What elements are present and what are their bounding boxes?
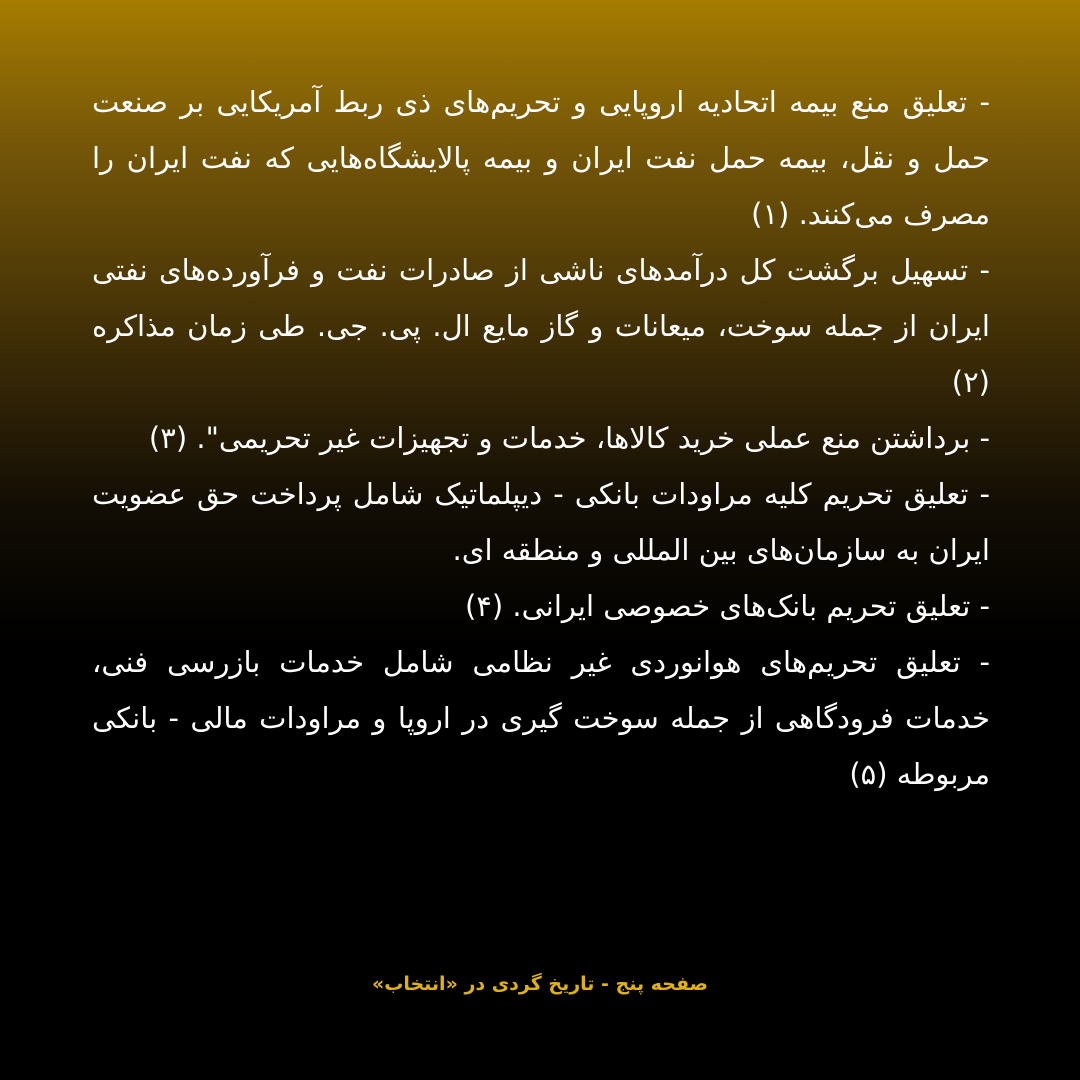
paragraph-4: - تعلیق تحریم کلیه مراودات بانکی - دیپلماتیک شامل پرداخت حق عضویت ایران به سازمان‌های بین المللی و منطقه ای.	[92, 477, 990, 567]
paragraph-2: - تسهیل برگشت کل درآمدهای ناشی از صادرات نفت و فرآورده‌های نفتی ایران از جمله سوخت، میعانات و گاز مایع ال. پی. جی. طی زمان مذاکره (۲)	[92, 253, 990, 399]
paragraph-1: - تعلیق منع بیمه اتحادیه اروپایی و تحریم‌های ذی ربط آمریکایی بر صنعت حمل و نقل، بیمه حمل نفت ایران و بیمه پالایشگاه‌هایی که نفت ایران را مصرف می‌کنند. (۱)	[92, 85, 990, 231]
paragraph-5: - تعلیق تحریم بانک‌های خصوصی ایرانی. (۴)	[464, 589, 990, 623]
body-text	[92, 74, 990, 802]
footer-caption: صفحه پنج - تاریخ گردی در «انتخاب»	[371, 973, 709, 995]
paragraph-3: - برداشتن منع عملی خرید کالاها، خدمات و تجهیزات غیر تحریمی". (۳)	[148, 421, 990, 455]
paragraph-6: - تعلیق تحریم‌های هوانوردی غیر نظامی شامل خدمات بازرسی فنی، خدمات فرودگاهی از جمله سوخت گیری در اروپا و مراودات مالی - بانکی مربوطه (۵)	[92, 645, 990, 791]
